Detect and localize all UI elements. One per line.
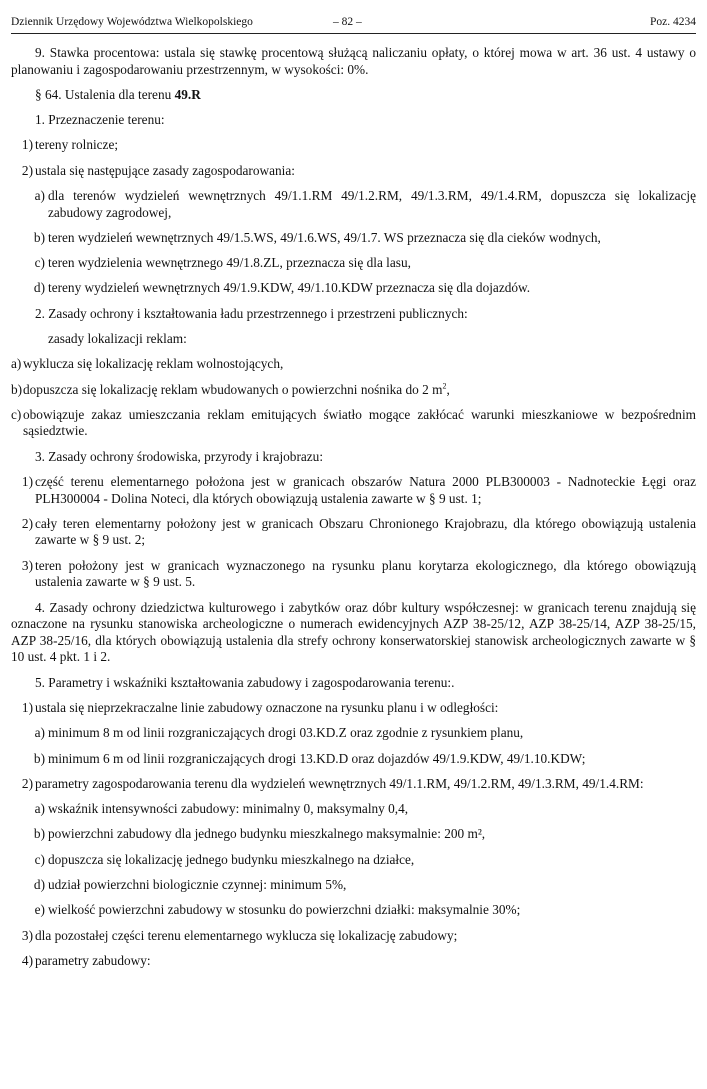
s1-item-2c [11, 255, 696, 272]
s5-item-2-text: parametry zagospodarowania terenu dla wydzieleń wewnętrznych 49/1.1.RM, 49/1.2.RM, 49/1.3.RM, 49/1.4.RM: [35, 775, 644, 791]
s1-item-2-num: 2) [21, 162, 33, 178]
s5-item-2b-text: powierzchni zabudowy dla jednego budynku mieszkalnego maksymalnie: 200 m², [48, 826, 486, 842]
s5-item-4-text: parametry zabudowy: [35, 952, 151, 968]
s5-item-3-text: dla pozostałej części terenu elementarnego wyklucza się lokalizację zabudowy; [35, 927, 458, 943]
s5-item-1b [11, 751, 696, 768]
s1-item-2d [11, 280, 696, 297]
s5-item-3-num: 3) [21, 927, 33, 943]
s1-item-2a [11, 188, 696, 221]
s1-item-2-text: ustala się następujące zasady zagospodarowania: [35, 162, 295, 178]
s1-item-2b [11, 230, 696, 247]
s5-item-1-text: ustala się nieprzekraczalne linie zabudowy oznaczone na rysunku planu i w odległości: [35, 699, 499, 715]
s2-item-c-num: c) [11, 406, 22, 422]
s5-item-2b-num: b) [33, 826, 45, 842]
section-heading-code: 49.R [174, 86, 201, 102]
section-heading-prefix: § 64. Ustalenia dla terenu [35, 86, 175, 102]
section-heading [11, 87, 696, 104]
s5-item-2e-text: wielkość powierzchni zabudowy w stosunku do powierzchni działki: maksymalnie 30%; [48, 902, 521, 918]
s5-item-2e-num: e) [34, 902, 45, 918]
s2-title: 2. Zasady ochrony i kształtowania ładu przestrzennego i przestrzeni publicznych: [35, 305, 468, 321]
s5-item-1-num: 1) [21, 699, 33, 715]
journal-title: Dziennik Urzędowy Województwa Wielkopolskiego [11, 16, 253, 28]
s2-subtitle: zasady lokalizacji reklam: [48, 331, 187, 346]
s1-item-2c-num: c) [34, 255, 45, 271]
s2-item-b-end: , [446, 381, 450, 397]
s2-item-c [11, 407, 696, 440]
s1-item-2a-num: a) [34, 188, 45, 203]
intro-paragraph: 9. Stawka procentowa: ustala się stawkę procentową służącą naliczaniu opłaty, o której mowa w art. 36 ust. 4 ustawy o planowaniu i zagospodarowaniu przestrzennym, w wysokości: 0%. [11, 45, 696, 77]
s5-item-1a-num: a) [34, 725, 45, 741]
s2-item-c-text: obowiązuje zakaz umieszczania reklam emitujących światło mogące zakłócać warunki mieszkaniowe w bezpośrednim sąsiedztwie. [23, 406, 696, 439]
s2-item-a [11, 356, 696, 373]
s3-item-3 [11, 558, 696, 591]
s2-item-a-num: a) [11, 356, 22, 372]
s1-title: 1. Przeznaczenie terenu: [35, 112, 165, 128]
s2-item-a-text: wyklucza się lokalizację reklam wolnostojących, [23, 356, 284, 372]
s5-item-2c-num: c) [34, 851, 45, 867]
s5-item-2 [11, 776, 696, 793]
s1-item-1-num: 1) [21, 137, 33, 153]
s2-item-b [11, 382, 696, 399]
s3-item-1 [11, 474, 696, 507]
s3-title: 3. Zasady ochrony środowiska, przyrody i krajobrazu: [35, 448, 324, 464]
document-body [11, 45, 696, 978]
s5-item-2d-num: d) [33, 876, 45, 892]
s5-item-2a [11, 801, 696, 818]
s5-item-1b-text: minimum 6 m od linii rozgraniczających drogi 13.KD.D oraz dojazdów 49/1.9.KDW, 49/1.10.KDW; [48, 750, 586, 766]
s3-item-1-num: 1) [21, 474, 33, 489]
s5-item-1a [11, 725, 696, 742]
s3-item-2 [11, 516, 696, 549]
s5-item-1 [11, 700, 696, 717]
page-header [11, 13, 696, 34]
s2-item-b-sup: 2 [442, 381, 447, 391]
s3-item-1-text: część terenu elementarnego położona jest w granicach obszarów Natura 2000 PLB300003 - Nadnoteckie Łęgi oraz PLH300004 - Dolina Noteci, dla których obowiązują ustalenia zawarte w § 9 ust. 1; [35, 474, 696, 506]
s3-item-3-num: 3) [21, 557, 33, 573]
s5-item-4 [11, 953, 696, 970]
s5-item-4-num: 4) [21, 952, 33, 968]
s5-item-2c-text: dopuszcza się lokalizację jednego budynku mieszkalnego na działce, [48, 851, 415, 867]
s1-item-2b-text: teren wydzieleń wewnętrznych 49/1.5.WS, 49/1.6.WS, 49/1.7. WS przeznacza się dla cieków wodnych, [48, 229, 601, 245]
s1-item-1 [11, 137, 696, 154]
s5-item-2d [11, 877, 696, 894]
s1-item-2 [11, 163, 696, 180]
s4-paragraph: 4. Zasady ochrony dziedzictwa kulturowego i zabytków oraz dóbr kultury współczesnej: w granicach terenu znajdują się oznaczone na rysunku stanowiska archeologiczne o numerach ewidencyjnych AZP 38-25/12, AZP 38-25/14, AZP 38-25/15, AZP 38-25/16, dla których obowiązują ustalenia dla strefy ochrony konserwatorskiej stanowisk archeologicznych zawarte w § 10 ust. 4 pkt. 1 i 2. [11, 599, 696, 665]
s5-title: 5. Parametry i wskaźniki kształtowania zabudowy i zagospodarowania terenu:. [35, 674, 455, 690]
s5-item-2a-num: a) [34, 801, 45, 817]
s5-item-2a-text: wskaźnik intensywności zabudowy: minimalny 0, maksymalny 0,4, [48, 801, 409, 817]
s1-item-2d-num: d) [33, 280, 45, 296]
s3-item-3-text: teren położony jest w granicach wyznaczonego na rysunku planu korytarza ekologicznego, dla którego obowiązują ustalenia zawarte w § 9 ust. 5. [35, 557, 696, 590]
s2-item-b-text: dopuszcza się lokalizację reklam wbudowanych o powierzchni nośnika do 2 m [23, 381, 443, 397]
s5-item-2b [11, 826, 696, 843]
s5-item-3 [11, 928, 696, 945]
s2-item-b-num: b) [11, 381, 23, 397]
position-number: Poz. 4234 [650, 16, 696, 28]
s1-item-2a-text: dla terenów wydzieleń wewnętrznych 49/1.1.RM 49/1.2.RM, 49/1.3.RM, 49/1.4.RM, dopuszcza się lokalizację zabudowy zagrodowej, [48, 188, 696, 220]
s5-item-2d-text: udział powierzchni biologicznie czynnej: minimum 5%, [48, 876, 347, 892]
s5-item-1a-text: minimum 8 m od linii rozgraniczających drogi 03.KD.Z oraz zgodnie z rysunkiem planu, [48, 725, 524, 741]
s1-item-2c-text: teren wydzielenia wewnętrznego 49/1.8.ZL, przeznacza się dla lasu, [48, 255, 411, 271]
s5-item-2c [11, 852, 696, 869]
s5-item-2-num: 2) [21, 775, 33, 791]
s5-item-1b-num: b) [33, 750, 45, 766]
s3-item-2-num: 2) [21, 515, 33, 531]
s1-item-2d-text: tereny wydzieleń wewnętrznych 49/1.9.KDW, 49/1.10.KDW przeznacza się dla dojazdów. [48, 280, 531, 296]
s5-item-2e [11, 902, 696, 919]
s1-item-1-text: tereny rolnicze; [35, 137, 119, 153]
s1-item-2b-num: b) [33, 229, 45, 245]
s3-item-2-text: cały teren elementarny położony jest w granicach Obszaru Chronionego Krajobrazu, dla którego obowiązują ustalenia zawarte w § 9 ust. 2; [35, 515, 696, 548]
page-number: – 82 – [333, 16, 362, 28]
